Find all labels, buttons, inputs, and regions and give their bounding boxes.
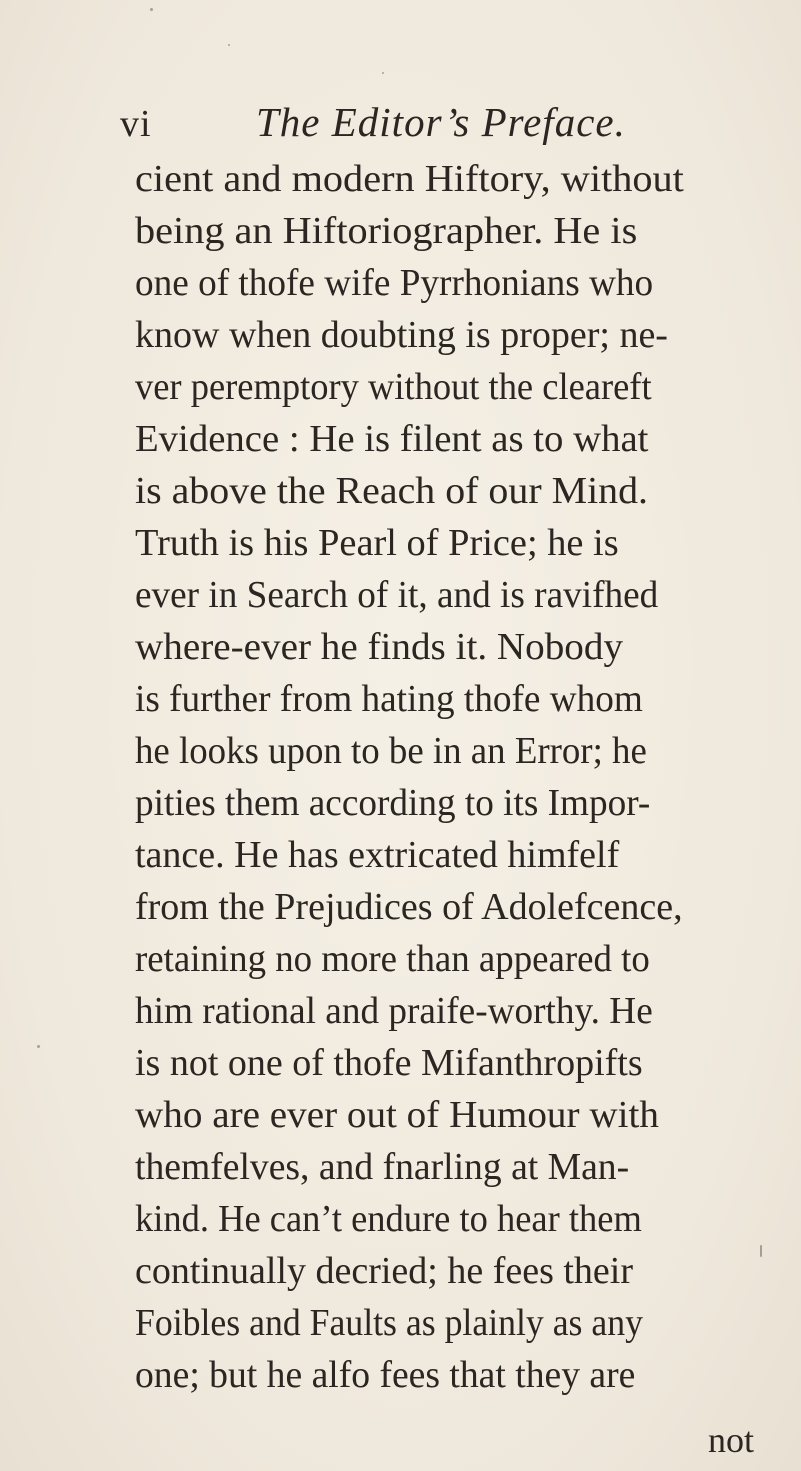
text-line: tance. He has extricated himfelf (135, 834, 620, 876)
running-title: The Editor’s Preface. (256, 99, 626, 145)
text-line: being an Hiftoriographer. He is (135, 210, 638, 252)
text-line: is not one of thofe Mifanthropifts (135, 1042, 643, 1084)
paper-speck (760, 1245, 762, 1257)
text-line: is further from hating thofe whom (135, 678, 643, 720)
text-line: where-ever he finds it. Nobody (135, 626, 624, 668)
text-line: who are ever out of Humour with (135, 1094, 659, 1136)
text-line: ever in Search of it, and is ravifhed (135, 574, 659, 616)
text-line: from the Prejudices of Adolefcence, (135, 886, 683, 928)
text-line: ver peremptory without the cleareft (135, 366, 652, 408)
text-line: themfelves, and fnarling at Man- (135, 1146, 630, 1188)
text-line: Foibles and Faults as plainly as any (135, 1302, 643, 1344)
paper-speck (382, 72, 384, 74)
text-line: he looks upon to be in an Error; he (135, 730, 647, 772)
catchword: not (708, 1420, 755, 1460)
text-line: is above the Reach of our Mind. (135, 470, 649, 512)
text-line: pities them according to its Impor- (135, 782, 651, 824)
paper-speck (37, 1045, 40, 1048)
text-line: one; but he alfo fees that they are (135, 1354, 636, 1396)
text-line: Truth is his Pearl of Price; he is (135, 522, 619, 564)
text-line: Evidence : He is filent as to what (135, 418, 649, 460)
text-line: cient and modern Hiftory, without (135, 158, 684, 200)
text-line: retaining no more than appeared to (135, 938, 650, 980)
text-line: one of thofe wife Pyrrhonians who (135, 262, 654, 304)
text-line: know when doubting is proper; ne- (135, 314, 668, 356)
text-line: continually decried; he fees their (135, 1250, 634, 1292)
page-number: vi (120, 103, 152, 145)
paper-speck (228, 44, 230, 46)
text-line: him rational and praife-worthy. He (135, 990, 653, 1032)
paper-speck (150, 8, 153, 11)
text-line: kind. He can’t endure to hear them (135, 1198, 642, 1240)
